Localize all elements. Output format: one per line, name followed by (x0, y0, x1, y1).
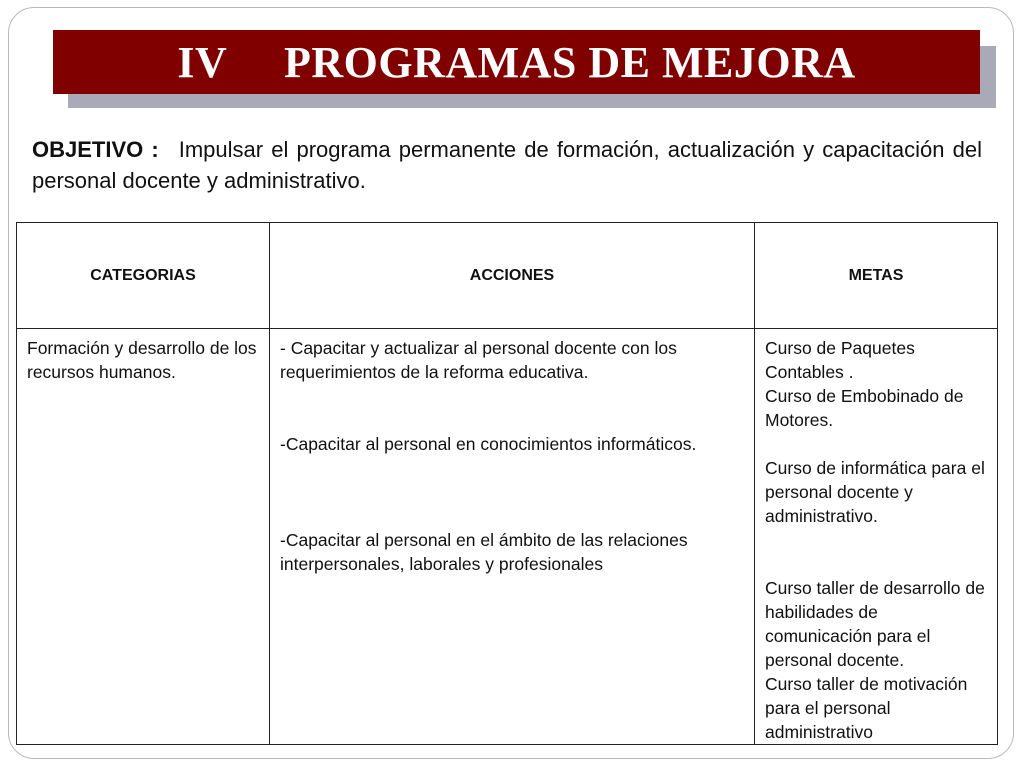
slide-title: IV PROGRAMAS DE MEJORA (177, 37, 856, 87)
cell-categoria: Formación y desarrollo de los recursos humanos. (17, 329, 270, 745)
action-item: -Capacitar al personal en el ámbito de las relaciones interpersonales, laborales y profesionales (280, 530, 688, 574)
header-categorias: CATEGORIAS (17, 223, 270, 329)
objective-text: Impulsar el programa permanente de formación, actualización y capacitación del personal docente y administrativo. (32, 137, 982, 193)
objective-label: OBJETIVO : (32, 137, 159, 162)
meta-item: Curso de Paquetes Contables . (765, 338, 915, 382)
table-row (17, 329, 998, 745)
title-banner (53, 30, 980, 94)
meta-item: Curso de Embobinado de Motores. (765, 386, 964, 430)
objective-paragraph (32, 134, 982, 196)
action-item: -Capacitar al personal en conocimientos informáticos. (280, 434, 697, 454)
meta-item: Curso de informática para el personal docente y administrativo. (765, 458, 985, 526)
improvement-program-table (16, 222, 998, 745)
cell-metas (755, 329, 998, 745)
header-metas: METAS (755, 223, 998, 329)
meta-item: Curso taller de desarrollo de habilidades de comunicación para el personal docente. (765, 578, 985, 670)
meta-item: Curso taller de motivación para el personal administrativo (765, 674, 968, 742)
action-item: - Capacitar y actualizar al personal docente con los requerimientos de la reforma educativa. (280, 338, 677, 382)
header-acciones: ACCIONES (270, 223, 755, 329)
cell-acciones (270, 329, 755, 745)
table-header-row (17, 223, 998, 329)
